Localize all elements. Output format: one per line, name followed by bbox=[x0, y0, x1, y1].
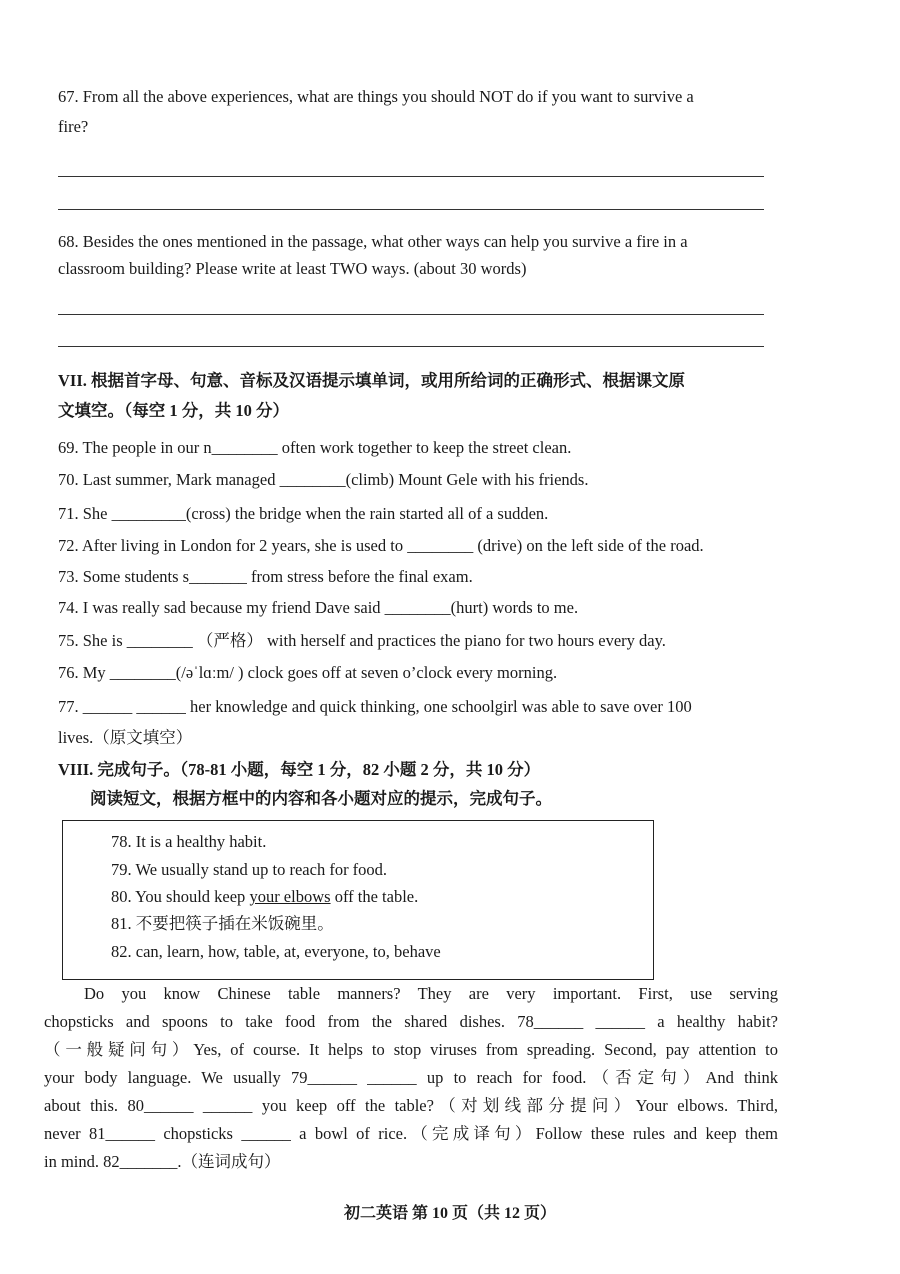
hint-81: 81. 不要把筷子插在米饭碗里。 bbox=[111, 914, 334, 933]
answer-line[interactable] bbox=[58, 314, 764, 315]
question-73: 73. Some students s_______ from stress before the final exam. bbox=[58, 567, 473, 586]
question-68-line-2: classroom building? Please write at least TWO ways. (about 30 words) bbox=[58, 259, 527, 278]
section-8-instruction: 阅读短文，根据方框中的内容和各小题对应的提示，完成句子。 bbox=[90, 789, 552, 808]
question-77-line-2: lives.（原文填空） bbox=[58, 728, 193, 747]
passage-line: chopsticks and spoons to take food from the shared dishes. 78______ ______ a healthy habit? bbox=[44, 1012, 778, 1031]
hint-78: 78. It is a healthy habit. bbox=[111, 832, 267, 851]
question-75: 75. She is ________ （严格） with herself and practices the piano for two hours every day. bbox=[58, 631, 666, 650]
passage-line: Do you know Chinese table manners? They are very important. First, use serving bbox=[84, 984, 778, 1003]
hint-80-underlined: your elbows bbox=[249, 887, 331, 906]
passage-line: （一般疑问句）Yes, of course. It helps to stop viruses from spreading. Second, pay attention to bbox=[44, 1040, 778, 1059]
passage-line: about this. 80______ ______ you keep off the table?（对划线部分提问）Your elbows. Third, bbox=[44, 1096, 778, 1115]
question-77-line-1: 77. ______ ______ her knowledge and quick thinking, one schoolgirl was able to save over 100 bbox=[58, 697, 692, 716]
question-70: 70. Last summer, Mark managed ________(climb) Mount Gele with his friends. bbox=[58, 470, 589, 489]
question-71: 71. She _________(cross) the bridge when the rain started all of a sudden. bbox=[58, 504, 549, 523]
section-8-heading: VIII. 完成句子。（78-81 小题，每空 1 分，82 小题 2 分，共 10 分） bbox=[58, 760, 541, 779]
passage-line: your body language. We usually 79______ ______ up to reach for food.（否定句）And think bbox=[44, 1068, 778, 1087]
hint-80 bbox=[111, 886, 418, 908]
passage-line: in mind. 82_______.（连词成句） bbox=[44, 1152, 281, 1171]
question-67-line-2: fire? bbox=[58, 117, 89, 136]
answer-line[interactable] bbox=[58, 176, 764, 177]
hint-80-start: 80. You should keep bbox=[111, 887, 250, 906]
hint-82: 82. can, learn, how, table, at, everyone, to, behave bbox=[111, 942, 441, 961]
question-68-line-1: 68. Besides the ones mentioned in the passage, what other ways can help you survive a fire in a bbox=[58, 232, 688, 251]
hint-79: 79. We usually stand up to reach for food. bbox=[111, 860, 388, 879]
section-7-heading-line-2: 文填空。（每空 1 分，共 10 分） bbox=[58, 401, 289, 420]
question-72: 72. After living in London for 2 years, she is used to ________ (drive) on the left side of the road. bbox=[58, 536, 704, 555]
question-76: 76. My ________(/əˈlɑːm/ ) clock goes off at seven o’clock every morning. bbox=[58, 663, 558, 682]
question-69: 69. The people in our n________ often work together to keep the street clean. bbox=[58, 438, 572, 457]
answer-line[interactable] bbox=[58, 346, 764, 347]
question-74: 74. I was really sad because my friend Dave said ________(hurt) words to me. bbox=[58, 598, 579, 617]
passage-line: never 81______ chopsticks ______ a bowl of rice.（完成译句）Follow these rules and keep them bbox=[44, 1124, 778, 1143]
hint-80-end: off the table. bbox=[330, 887, 419, 906]
hint-box bbox=[62, 820, 654, 980]
passage bbox=[44, 980, 778, 1176]
question-67-line-1: 67. From all the above experiences, what are things you should NOT do if you want to survive a bbox=[58, 87, 694, 106]
answer-line[interactable] bbox=[58, 209, 764, 210]
section-7-heading-line-1: VII. 根据首字母、句意、音标及汉语提示填单词，或用所给词的正确形式、根据课文原 bbox=[58, 371, 686, 390]
page-footer: 初二英语 第 10 页（共 12 页） bbox=[343, 1205, 556, 1222]
